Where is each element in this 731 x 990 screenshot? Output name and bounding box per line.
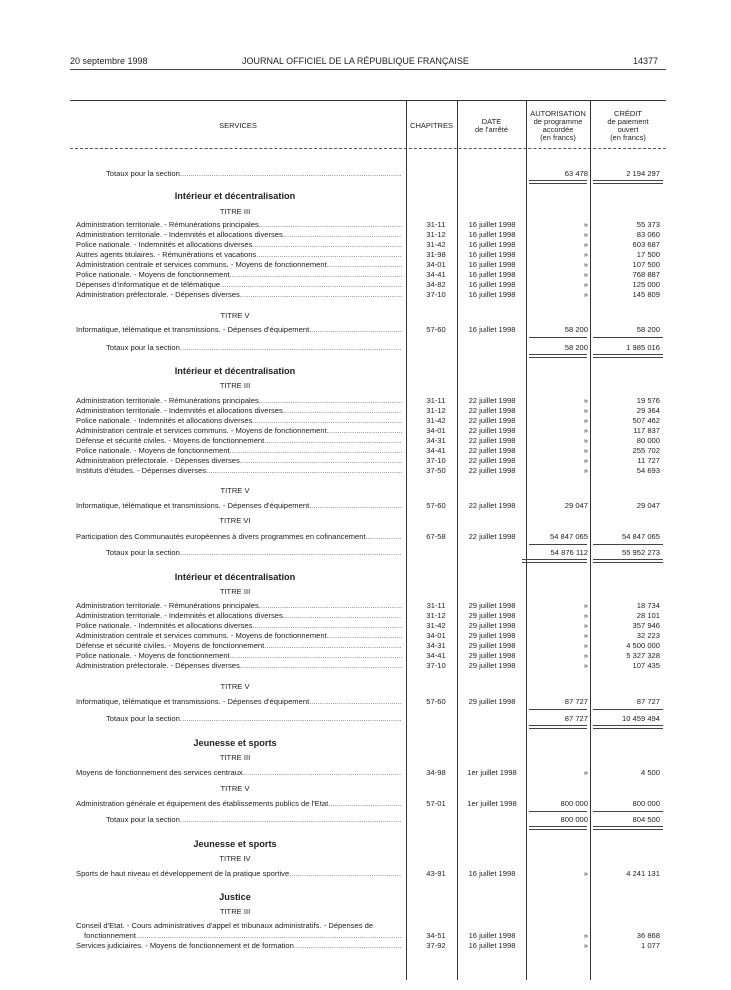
col-auth-l1: AUTORISATION — [530, 109, 586, 118]
underline — [529, 337, 587, 338]
row-chapitre: 43-91 — [426, 869, 446, 878]
row-date: 22 juillet 1998 — [468, 436, 516, 445]
row-date: 16 juillet 1998 — [468, 290, 516, 299]
double-underline — [593, 725, 663, 729]
underline — [593, 544, 663, 545]
row-chapitre: 57-60 — [426, 501, 446, 510]
row-chapitre: 34-98 — [426, 768, 446, 777]
row-chapitre: 34-41 — [426, 651, 446, 660]
underline — [529, 544, 587, 545]
row-credit: 603 687 — [632, 240, 660, 249]
row-chapitre: 31-12 — [426, 406, 446, 415]
totals-auth: 800 000 — [560, 815, 588, 824]
double-underline — [529, 826, 587, 830]
section-title: Justice — [219, 892, 251, 902]
row-date: 16 juillet 1998 — [468, 250, 516, 259]
row-date: 16 juillet 1998 — [468, 240, 516, 249]
titre-heading: TITRE V — [220, 682, 250, 691]
row-date: 16 juillet 1998 — [468, 325, 516, 334]
row-credit: 54 693 — [636, 466, 660, 475]
row-auth: » — [583, 601, 588, 610]
row-date: 29 juillet 1998 — [468, 611, 516, 620]
col-auth-l4: (en francs) — [540, 133, 576, 142]
row-chapitre: 37-50 — [426, 466, 446, 475]
underline — [593, 337, 663, 338]
totals-row — [70, 815, 666, 825]
col-credit-l4: (en francs) — [610, 133, 646, 142]
row-date: 29 juillet 1998 — [468, 651, 516, 660]
table-row — [70, 260, 666, 270]
table-row — [70, 466, 666, 476]
section-title: Jeunesse et sports — [193, 738, 277, 748]
table-row — [70, 661, 666, 671]
totals-label: Totaux pour la section ..... — [106, 169, 402, 179]
totals-label: Totaux pour la section ..... — [106, 815, 402, 825]
row-chapitre: 57-01 — [426, 799, 446, 808]
row-service: Administration territoriale. - Indemnités et allocations diverses ..... — [76, 406, 402, 416]
row-date: 16 juillet 1998 — [468, 941, 516, 950]
double-underline — [593, 559, 663, 563]
row-date: 29 juillet 1998 — [468, 661, 516, 670]
header-date: 20 septembre 1998 — [70, 56, 148, 66]
row-service: Administration centrale et services communs. - Moyens de fonctionnement ..... — [76, 260, 402, 270]
row-credit: 32 223 — [636, 631, 660, 640]
row-chapitre: 37-10 — [426, 290, 446, 299]
row-auth: 800 000 — [560, 799, 588, 808]
row-credit: 107 435 — [632, 661, 660, 670]
row-auth: » — [583, 280, 588, 289]
row-chapitre: 57-60 — [426, 325, 446, 334]
row-auth: » — [583, 270, 588, 279]
totals-auth: 63 478 — [564, 169, 588, 178]
row-auth: » — [583, 240, 588, 249]
row-credit: 4 500 000 — [626, 641, 660, 650]
totals-credit: 55 952 273 — [621, 548, 660, 557]
row-date: 22 juillet 1998 — [468, 446, 516, 455]
section-title: Intérieur et décentralisation — [174, 366, 296, 376]
row-credit: 507 462 — [632, 416, 660, 425]
row-date: 16 juillet 1998 — [468, 869, 516, 878]
double-underline — [522, 559, 587, 563]
row-service: Administration territoriale. - Indemnités et allocations diverses ..... — [76, 230, 402, 240]
row-chapitre: 34-41 — [426, 446, 446, 455]
underline — [529, 709, 587, 710]
row-service: Administration territoriale. - Indemnités et allocations diverses ..... — [76, 611, 402, 621]
row-credit: 36 868 — [636, 931, 660, 940]
row-credit: 357 946 — [632, 621, 660, 630]
titre-heading: TITRE III — [219, 587, 251, 596]
row-service: Informatique, télématique et transmissions. - Dépenses d'équipement ..... — [76, 325, 402, 335]
double-underline — [529, 725, 587, 729]
row-auth: » — [583, 220, 588, 229]
row-chapitre: 34-01 — [426, 260, 446, 269]
double-underline — [529, 180, 587, 184]
col-credit — [590, 110, 666, 142]
table-row — [70, 631, 666, 641]
table-row — [70, 446, 666, 456]
table-row — [70, 532, 666, 542]
totals-credit: 10 459 494 — [621, 714, 660, 723]
row-chapitre: 31-12 — [426, 611, 446, 620]
row-auth: 87 727 — [564, 697, 588, 706]
row-auth: » — [583, 230, 588, 239]
totals-row — [70, 548, 666, 558]
table-row — [70, 396, 666, 406]
row-auth: » — [583, 641, 588, 650]
row-service: Moyens de fonctionnement des services centraux ..... — [76, 768, 402, 778]
row-service: Autres agents titulaires. - Rémunérations et vacations ..... — [76, 250, 402, 260]
totals-auth: 87 727 — [564, 714, 588, 723]
row-auth: » — [583, 869, 588, 878]
row-date: 1er juillet 1998 — [467, 768, 517, 777]
row-service: Défense et sécurité civiles. - Moyens de fonctionnement ..... — [76, 641, 402, 651]
totals-credit: 2 194 297 — [626, 169, 660, 178]
row-date: 22 juillet 1998 — [468, 532, 516, 541]
double-underline — [529, 354, 587, 358]
row-credit: 18 734 — [636, 601, 660, 610]
row-service: Police nationale. - Moyens de fonctionnement ..... — [76, 651, 402, 661]
row-chapitre: 31-11 — [426, 220, 446, 229]
totals-label: Totaux pour la section ..... — [106, 548, 402, 558]
row-chapitre: 67-58 — [426, 532, 446, 541]
row-credit: 29 047 — [636, 501, 660, 510]
totals-credit: 804 500 — [632, 815, 660, 824]
row-date: 22 juillet 1998 — [468, 426, 516, 435]
totals-label: Totaux pour la section ..... — [106, 714, 402, 724]
row-credit: 1 077 — [640, 941, 660, 950]
table-top-border — [70, 100, 666, 101]
row-credit: 11 727 — [637, 456, 660, 465]
row-auth: » — [583, 768, 588, 777]
row-date: 29 juillet 1998 — [468, 697, 516, 706]
row-service: Administration générale et équipement des établissements publics de l'Etat ..... — [76, 799, 402, 809]
col-credit-l2: de paiement — [607, 117, 649, 126]
totals-row — [70, 343, 666, 353]
row-credit: 107 500 — [632, 260, 660, 269]
row-service: Police nationale. - Moyens de fonctionnement ..... — [76, 270, 402, 280]
row-service: Administration préfectorale. - Dépenses diverses ..... — [76, 290, 402, 300]
col-date-l1: DATE — [481, 117, 502, 126]
table-row — [70, 651, 666, 661]
row-service: Instituts d'études. - Dépenses diverses ..... — [76, 466, 402, 476]
row-date: 29 juillet 1998 — [468, 631, 516, 640]
row-credit: 87 727 — [636, 697, 660, 706]
table-row — [70, 921, 666, 931]
row-service: Défense et sécurité civiles. - Moyens de fonctionnement ..... — [76, 436, 402, 446]
row-auth: » — [583, 611, 588, 620]
row-service: Police nationale. - Indemnités et allocations diverses ..... — [76, 240, 402, 250]
table-row — [70, 270, 666, 280]
row-service: Dépenses d'informatique et de télématique ..... — [76, 280, 402, 290]
table-row — [70, 426, 666, 436]
row-auth: 58 200 — [564, 325, 588, 334]
titre-heading: TITRE IV — [219, 854, 251, 863]
col-credit-l1: CRÉDIT — [614, 109, 642, 118]
col-services: SERVICES — [219, 121, 257, 130]
row-auth: » — [583, 436, 588, 445]
row-service: Administration territoriale. - Rémunérations principales ..... — [76, 396, 402, 406]
row-date: 16 juillet 1998 — [468, 230, 516, 239]
underline — [593, 709, 663, 710]
double-underline — [593, 826, 663, 830]
row-date: 29 juillet 1998 — [468, 621, 516, 630]
row-auth: » — [583, 651, 588, 660]
row-credit: 4 500 — [640, 768, 660, 777]
row-auth: » — [583, 661, 588, 670]
row-auth: » — [583, 466, 588, 475]
row-date: 22 juillet 1998 — [468, 466, 516, 475]
row-date: 22 juillet 1998 — [468, 416, 516, 425]
row-credit: 4 241 131 — [626, 869, 660, 878]
row-service: Administration territoriale. - Rémunérations principales ..... — [76, 220, 402, 230]
row-auth: » — [583, 456, 588, 465]
totals-credit: 1 985 016 — [626, 343, 660, 352]
row-chapitre: 31-11 — [426, 396, 446, 405]
table-row — [70, 436, 666, 446]
table-row — [70, 290, 666, 300]
col-chapitres: CHAPITRES — [410, 121, 453, 130]
row-auth: » — [583, 406, 588, 415]
row-date: 22 juillet 1998 — [468, 406, 516, 415]
table-row — [70, 280, 666, 290]
row-auth: » — [583, 631, 588, 640]
table-row — [70, 325, 666, 335]
row-service: Police nationale. - Indemnités et allocations diverses ..... — [76, 621, 402, 631]
section-title: Intérieur et décentralisation — [174, 572, 296, 582]
row-service: Administration préfectorale. - Dépenses diverses ..... — [76, 661, 402, 671]
titre-heading: TITRE III — [219, 207, 251, 216]
row-chapitre: 34-41 — [426, 270, 446, 279]
row-credit: 768 887 — [632, 270, 660, 279]
row-service: fonctionnement ..... — [84, 931, 402, 941]
table-row — [70, 611, 666, 621]
row-service: Administration centrale et services communs. - Moyens de fonctionnement ..... — [76, 631, 402, 641]
row-date: 1er juillet 1998 — [467, 799, 517, 808]
row-auth: » — [583, 260, 588, 269]
row-chapitre: 37-10 — [426, 456, 446, 465]
row-credit: 80 000 — [636, 436, 660, 445]
row-service: Informatique, télématique et transmissions. - Dépenses d'équipement ..... — [76, 697, 402, 707]
row-chapitre: 31-11 — [426, 601, 446, 610]
row-chapitre: 34-01 — [426, 631, 446, 640]
col-autorisation — [526, 110, 590, 142]
row-service: Administration préfectorale. - Dépenses diverses ..... — [76, 456, 402, 466]
row-chapitre: 34-51 — [426, 931, 446, 940]
table-row — [70, 456, 666, 466]
col-date-l2: de l'arrêté — [474, 125, 509, 134]
table-row — [70, 941, 666, 951]
titre-heading: TITRE III — [219, 907, 251, 916]
row-auth: » — [583, 250, 588, 259]
row-service: Administration centrale et services communs. - Moyens de fonctionnement ..... — [76, 426, 402, 436]
row-date: 22 juillet 1998 — [468, 396, 516, 405]
section-title: Jeunesse et sports — [193, 839, 277, 849]
titre-heading: TITRE III — [219, 753, 251, 762]
row-credit: 145 809 — [632, 290, 660, 299]
titre-heading: TITRE V — [220, 311, 250, 320]
row-auth: » — [583, 426, 588, 435]
row-chapitre: 57-60 — [426, 697, 446, 706]
row-date: 16 juillet 1998 — [468, 270, 516, 279]
table-row — [70, 220, 666, 230]
totals-auth: 54 876 112 — [550, 548, 588, 557]
row-auth: » — [583, 446, 588, 455]
row-credit: 55 373 — [636, 220, 660, 229]
table-row — [70, 641, 666, 651]
col-credit-l3: ouvert — [617, 125, 639, 134]
row-credit: 29 364 — [636, 406, 660, 415]
double-underline — [593, 180, 663, 184]
titre-heading: TITRE VI — [219, 516, 251, 525]
row-chapitre: 31-42 — [426, 240, 446, 249]
underline — [593, 811, 663, 812]
row-credit: 28 101 — [636, 611, 660, 620]
table-row — [70, 230, 666, 240]
row-chapitre: 34-01 — [426, 426, 446, 435]
row-chapitre: 34-31 — [426, 436, 446, 445]
row-credit: 255 702 — [632, 446, 660, 455]
row-service: Conseil d'Etat. - Cours administratives d'appel et tribunaux administratifs. - Dépenses de — [76, 921, 374, 930]
row-auth: 29 047 — [564, 501, 588, 510]
row-chapitre: 34-82 — [426, 280, 446, 289]
table-row — [70, 501, 666, 511]
row-date: 22 juillet 1998 — [468, 456, 516, 465]
row-chapitre: 31-42 — [426, 621, 446, 630]
table-row — [70, 697, 666, 707]
row-service: Informatique, télématique et transmissions. - Dépenses d'équipement ..... — [76, 501, 402, 511]
row-service: Participation des Communautés européennes à divers programmes en cofinancement ..... — [76, 532, 402, 542]
section-title: Intérieur et décentralisation — [174, 191, 296, 201]
row-chapitre: 31-12 — [426, 230, 446, 239]
row-credit: 800 000 — [632, 799, 660, 808]
titre-heading: TITRE V — [220, 784, 250, 793]
row-service: Services judiciaires. - Moyens de fonctionnement et de formation ..... — [76, 941, 402, 951]
row-credit: 117 837 — [633, 426, 660, 435]
row-chapitre: 37-92 — [426, 941, 446, 950]
col-auth-l3: accordée — [542, 125, 574, 134]
totals-auth: 58 200 — [564, 343, 588, 352]
page-number: 14377 — [633, 56, 659, 66]
row-date: 29 juillet 1998 — [468, 601, 516, 610]
row-date: 16 juillet 1998 — [468, 280, 516, 289]
titre-heading: TITRE V — [220, 486, 250, 495]
double-underline — [593, 354, 663, 358]
row-credit: 19 576 — [636, 396, 660, 405]
row-date: 16 juillet 1998 — [468, 220, 516, 229]
row-auth: » — [583, 621, 588, 630]
row-credit: 5 327 328 — [626, 651, 660, 660]
row-credit: 58 200 — [636, 325, 660, 334]
row-date: 16 juillet 1998 — [468, 931, 516, 940]
row-auth: » — [583, 416, 588, 425]
totals-label: Totaux pour la section ..... — [106, 343, 402, 353]
row-service: Sports de haut niveau et développement de la pratique sportive ..... — [76, 869, 402, 879]
table-row — [70, 869, 666, 879]
table-row — [70, 931, 666, 941]
titre-heading: TITRE III — [219, 381, 251, 390]
totals-row — [70, 169, 666, 179]
row-chapitre: 31-42 — [426, 416, 446, 425]
row-service: Administration territoriale. - Rémunérations principales ..... — [76, 601, 402, 611]
row-date: 29 juillet 1998 — [468, 641, 516, 650]
row-credit: 54 847 065 — [621, 532, 660, 541]
table-head-border — [70, 148, 666, 149]
row-service: Police nationale. - Moyens de fonctionnement ..... — [76, 446, 402, 456]
row-credit: 125 000 — [632, 280, 660, 289]
header-rule — [70, 69, 666, 70]
row-auth: » — [583, 396, 588, 405]
table-row — [70, 416, 666, 426]
table-row — [70, 240, 666, 250]
row-date: 22 juillet 1998 — [468, 501, 516, 510]
underline — [529, 811, 587, 812]
row-date: 16 juillet 1998 — [468, 260, 516, 269]
row-chapitre: 34-31 — [426, 641, 446, 650]
table-row — [70, 406, 666, 416]
row-auth: » — [583, 941, 588, 950]
row-chapitre: 31-98 — [426, 250, 446, 259]
table-row — [70, 799, 666, 809]
row-auth: » — [583, 931, 588, 940]
row-chapitre: 37-10 — [426, 661, 446, 670]
table-row — [70, 250, 666, 260]
table-row — [70, 621, 666, 631]
totals-row — [70, 714, 666, 724]
row-service: Police nationale. - Indemnités et allocations diverses ..... — [76, 416, 402, 426]
row-credit: 83 060 — [636, 230, 660, 239]
row-auth: » — [583, 290, 588, 299]
table-row — [70, 601, 666, 611]
col-auth-l2: de programme — [533, 117, 583, 126]
row-auth: 54 847 065 — [549, 532, 588, 541]
col-date — [457, 118, 526, 134]
row-credit: 17 500 — [636, 250, 660, 259]
table-row — [70, 768, 666, 778]
journal-title: JOURNAL OFFICIEL DE LA RÉPUBLIQUE FRANÇAISE — [242, 56, 469, 66]
